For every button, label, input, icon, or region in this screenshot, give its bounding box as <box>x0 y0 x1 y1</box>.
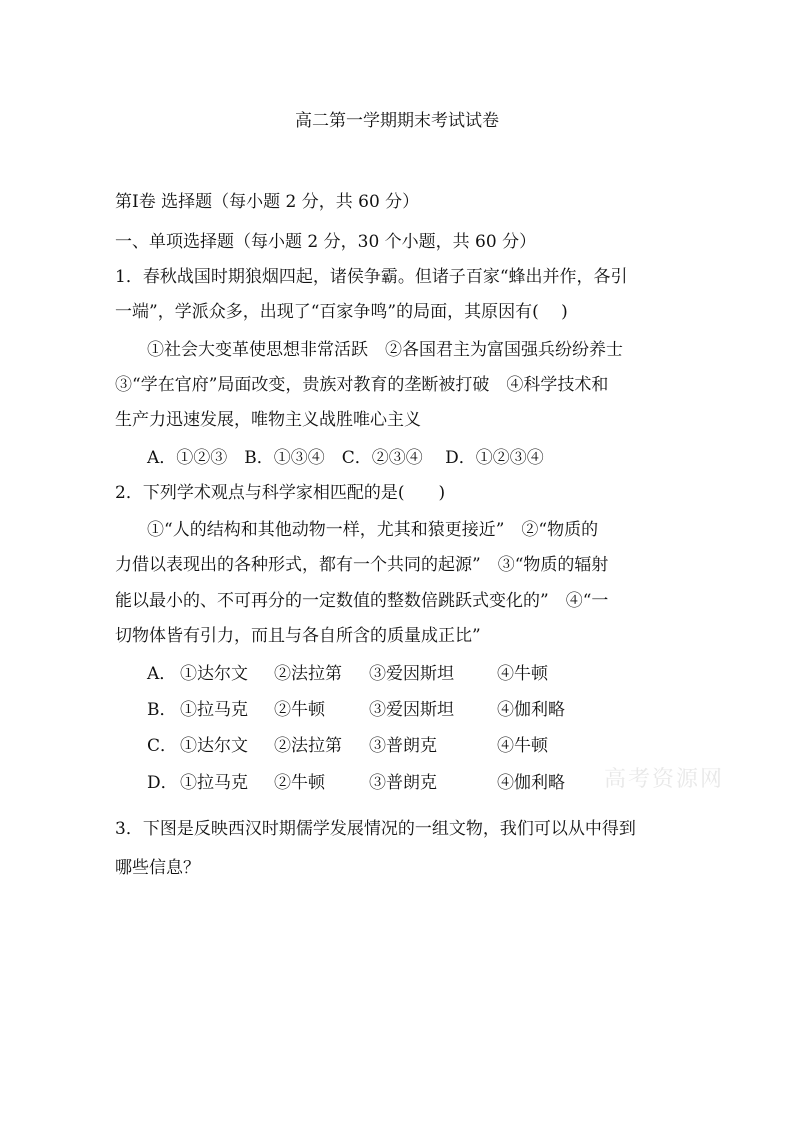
option-letter: D． <box>147 773 178 793</box>
option-choice-3: ③爱因斯坦 <box>369 700 454 720</box>
q1-statement-1: ①社会大变革使思想非常活跃 ②各国君主为富国强兵纷纷养士 <box>147 340 623 360</box>
option-choice-4: ④伽利略 <box>497 700 565 720</box>
q2-statement-2: 力借以表现出的各种形式，都有一个共同的起源” ③“物质的辐射 <box>115 555 609 575</box>
q1-statement-3: 生产力迅速发展，唯物主义战胜唯心主义 <box>115 410 421 430</box>
section-heading: 第Ⅰ卷 选择题（每小题 2 分，共 60 分） <box>115 192 420 212</box>
watermark: 高考资源网 <box>604 767 725 792</box>
q1-options: A．①②③ B．①③④ C．②③④ D．①②③④ <box>147 448 544 468</box>
q1-stem-line2: 一端”，学派众多，出现了“百家争鸣”的局面，其原因有( ) <box>115 302 568 322</box>
q3-stem-line1: 3．下图是反映西汉时期儒学发展情况的一组文物，我们可以从中得到 <box>115 819 636 839</box>
q2-statement-4: 切物体皆有引力，而且与各自所含的质量成正比” <box>115 626 481 646</box>
option-letter: C． <box>147 736 178 756</box>
q1-stem-line1: 1．春秋战国时期狼烟四起，诸侯争霸。但诸子百家“蜂出并作，各引 <box>115 267 628 287</box>
option-choice-4: ④伽利略 <box>497 773 565 793</box>
part-heading: 一、单项选择题（每小题 2 分，30 个小题，共 60 分） <box>115 232 537 252</box>
option-letter: A． <box>147 664 177 684</box>
option-choice-4: ④牛顿 <box>497 736 548 756</box>
option-choice-2: ②法拉第 <box>274 736 342 756</box>
q2-statement-3: 能以最小的、不可再分的一定数值的整数倍跳跃式变化的” ④“一 <box>115 591 609 611</box>
option-choice-2: ②牛顿 <box>274 700 325 720</box>
q2-stem: 2．下列学术观点与科学家相匹配的是( ) <box>115 483 446 503</box>
exam-title: 高二第一学期期末考试试卷 <box>295 111 499 131</box>
option-choice-3: ③普朗克 <box>369 773 437 793</box>
option-choice-1: ①达尔文 <box>180 664 248 684</box>
option-choice-2: ②牛顿 <box>274 773 325 793</box>
q2-statement-1: ①“人的结构和其他动物一样，尤其和猿更接近” ②“物质的 <box>147 520 599 540</box>
option-choice-4: ④牛顿 <box>497 664 548 684</box>
option-choice-1: ①拉马克 <box>180 700 248 720</box>
option-choice-2: ②法拉第 <box>274 664 342 684</box>
option-choice-1: ①达尔文 <box>180 736 248 756</box>
option-choice-1: ①拉马克 <box>180 773 248 793</box>
option-letter: B． <box>147 700 177 720</box>
option-choice-3: ③普朗克 <box>369 736 437 756</box>
q3-stem-line2: 哪些信息？ <box>115 858 200 878</box>
option-choice-3: ③爱因斯坦 <box>369 664 454 684</box>
q1-statement-2: ③“学在官府”局面改变，贵族对教育的垄断被打破 ④科学技术和 <box>115 375 609 395</box>
